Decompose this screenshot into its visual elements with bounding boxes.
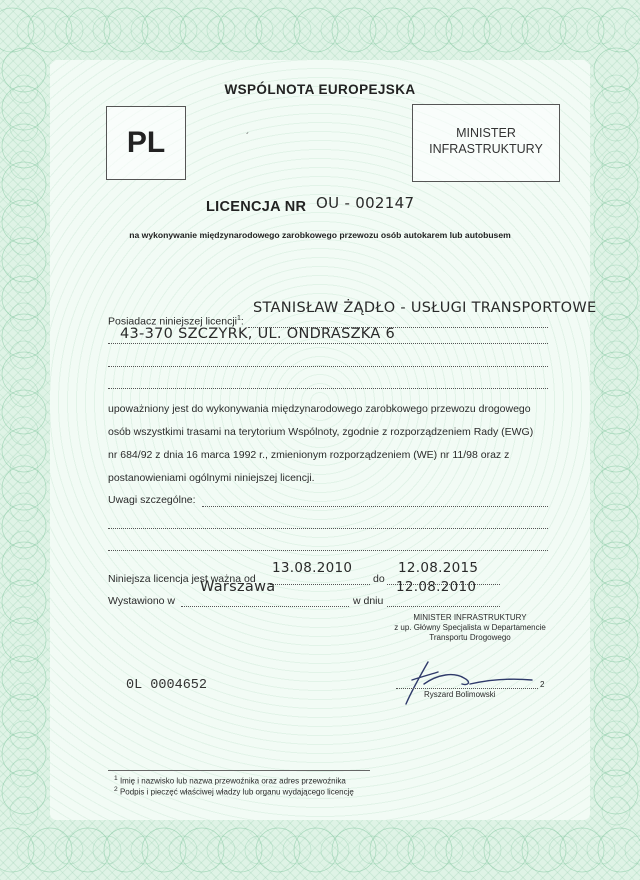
guilloche-ring [473,836,501,864]
footnote-separator [108,770,370,771]
guilloche-ring [17,16,45,44]
guilloche-ring [2,656,46,700]
guilloche-ring [2,504,46,548]
guilloche-ring [17,836,45,864]
guilloche-ring [435,836,463,864]
guilloche-ring [484,8,528,52]
guilloche-ring [180,8,224,52]
guilloche-ring [93,16,121,44]
guilloche-ring [2,732,46,776]
validity-label: Niniejsza licencja jest ważna od [108,573,256,585]
holder-dotted-line-2 [108,343,548,344]
authority-box [412,104,560,182]
guilloche-ring [104,8,148,52]
guilloche-ring [104,828,148,872]
issuer-line-3: Transportu Drogowego [429,633,511,642]
guilloche-ring [560,8,604,52]
guilloche-ring [594,314,638,358]
guilloche-ring [625,16,640,44]
guilloche-ring [256,8,300,52]
guilloche-ring [594,542,638,586]
footnote-1 [114,775,346,786]
guilloche-ring [602,721,630,749]
guilloche-ring [10,759,38,787]
guilloche-ring [10,379,38,407]
guilloche-ring [93,836,121,864]
issued-date-dots [387,606,500,607]
guilloche-ring [10,113,38,141]
signer-name: Ryszard Bolimowski [424,690,496,699]
guilloche-ring [408,828,452,872]
guilloche-ring [594,770,638,814]
serial-number: 0L 0004652 [126,678,208,693]
handwritten-signature [398,650,538,710]
guilloche-ring [511,836,539,864]
footnote-2 [114,786,354,797]
guilloche-ring [522,828,566,872]
guilloche-ring [2,428,46,472]
issued-date: 12.08.2010 [396,579,477,595]
guilloche-ring [359,836,387,864]
guilloche-ring [549,16,577,44]
guilloche-ring [370,828,414,872]
guilloche-ring [332,8,376,52]
stray-mark: ´ [246,132,250,143]
guilloche-ring [594,162,638,206]
holder-label-suffix: : [240,315,244,328]
guilloche-ring [2,162,46,206]
country-code: PL [126,126,166,159]
country-code-box [106,106,186,180]
guilloche-ring [294,8,338,52]
remarks-dotted-line-2 [108,528,548,529]
holder-address: 43-370 SZCZYRK, UL. ONDRASZKA 6 [120,326,396,342]
guilloche-ring [594,694,638,738]
guilloche-ring [321,16,349,44]
guilloche-ring [602,151,630,179]
guilloche-ring [594,276,638,320]
guilloche-ring [602,189,630,217]
guilloche-ring [2,770,46,814]
guilloche-ring [560,828,604,872]
guilloche-ring [10,569,38,597]
guilloche-ring [218,828,262,872]
guilloche-ring [625,836,640,864]
authority-line-2: INFRASTRUKTURY [429,142,543,156]
issued-date-label: w dniu [353,595,384,607]
guilloche-ring [332,828,376,872]
guilloche-ring [2,694,46,738]
guilloche-ring [549,836,577,864]
valid-to: 12.08.2015 [398,560,479,576]
authorization-line-2: osób wszystkimi trasami na terytorium Wspólnoty, zgodnie z rozporządzeniem Rady (EWG) [108,426,534,438]
license-title-label: LICENCJA NR [206,199,307,215]
guilloche-ring [594,656,638,700]
guilloche-ring [602,683,630,711]
guilloche-ring [10,151,38,179]
guilloche-ring [10,683,38,711]
issuer-line-1: MINISTER INFRASTRUKTURY [413,613,527,622]
guilloche-ring [28,8,72,52]
guilloche-ring [594,466,638,510]
guilloche-ring [473,16,501,44]
guilloche-ring [2,390,46,434]
guilloche-ring [594,732,638,776]
guilloche-ring [435,16,463,44]
guilloche-ring [245,836,273,864]
guilloche-ring [602,303,630,331]
signature-footnote-mark: 2 [540,680,545,689]
guilloche-ring [602,645,630,673]
guilloche-ring [511,16,539,44]
remarks-dotted-line-3 [108,550,548,551]
guilloche-ring [446,8,490,52]
signature-dotted-line [396,688,538,689]
guilloche-ring [2,542,46,586]
valid-from: 13.08.2010 [272,560,353,576]
guilloche-ring [10,417,38,445]
guilloche-ring [142,828,186,872]
guilloche-ring [602,531,630,559]
guilloche-ring [10,493,38,521]
guilloche-ring [142,8,186,52]
guilloche-ring [245,16,273,44]
guilloche-ring [522,8,566,52]
guilloche-ring [131,836,159,864]
validity-to-label: do [373,573,385,585]
guilloche-ring [602,341,630,369]
guilloche-ring [397,836,425,864]
guilloche-ring [484,828,528,872]
footnote-1-mark: 1 [114,775,118,782]
holder-dotted-line-4 [108,388,548,389]
guilloche-ring [55,836,83,864]
guilloche-ring [602,265,630,293]
footnote-1-text: Imię i nazwisko lub nazwa przewoźnika oraz adres przewoźnika [119,776,346,786]
guilloche-ring [169,16,197,44]
issuer-line-2: z up. Główny Specjalista w Departamencie [394,623,546,632]
guilloche-ring [66,8,110,52]
guilloche-ring [602,569,630,597]
guilloche-ring [594,428,638,472]
holder-label-text: Posiadacz niniejszej licencji [108,315,237,328]
guilloche-ring [207,836,235,864]
guilloche-ring [587,836,615,864]
guilloche-ring [594,352,638,396]
guilloche-ring [359,16,387,44]
footnote-2-text: Podpis i pieczęć właściwej władzy lub organu wydającego licencję [119,787,354,797]
community-title: WSPÓLNOTA EUROPEJSKA [224,82,416,97]
holder-footnote-mark: 1 [236,315,241,322]
issued-place-dots [181,606,349,607]
guilloche-ring [594,238,638,282]
guilloche-ring [169,836,197,864]
guilloche-ring [594,504,638,548]
guilloche-ring [131,16,159,44]
guilloche-ring [602,493,630,521]
guilloche-ring [2,124,46,168]
guilloche-ring [602,379,630,407]
guilloche-ring [10,455,38,483]
issued-label: Wystawiono w [108,595,176,607]
guilloche-ring [408,8,452,52]
guilloche-ring [10,189,38,217]
guilloche-ring [602,113,630,141]
guilloche-ring [283,16,311,44]
guilloche-ring [28,828,72,872]
holder-name: STANISŁAW ŻĄDŁO - USŁUGI TRANSPORTOWE [253,300,597,316]
remarks-dotted-line-1 [202,506,548,507]
license-number: OU - 002147 [316,194,415,212]
guilloche-ring [2,352,46,396]
guilloche-ring [2,466,46,510]
guilloche-ring [397,16,425,44]
guilloche-ring [370,8,414,52]
guilloche-ring [602,455,630,483]
remarks-label: Uwagi szczególne: [108,494,196,506]
license-subtitle: na wykonywanie międzynarodowego zarobkowego przewozu osób autokarem lub autobusem [129,230,511,240]
guilloche-ring [283,836,311,864]
guilloche-ring [10,721,38,749]
guilloche-ring [180,828,224,872]
authority-line-1: MINISTER [456,126,516,140]
authorization-line-3: nr 684/92 z dnia 16 marca 1992 r., zmienionym rozporządzeniem (WE) nr 11/98 oraz z [108,449,510,461]
guilloche-ring [602,417,630,445]
guilloche-ring [321,836,349,864]
guilloche-ring [2,238,46,282]
validity-from-dots [270,584,370,585]
issued-place: Warszawa [200,579,276,595]
guilloche-ring [10,341,38,369]
authorization-line-1: upoważniony jest do wykonywania międzynarodowego zarobkowego przewozu drogowego [108,403,531,415]
guilloche-ring [207,16,235,44]
guilloche-ring [256,828,300,872]
guilloche-ring [10,645,38,673]
guilloche-ring [594,390,638,434]
guilloche-ring [446,828,490,872]
guilloche-ring [10,531,38,559]
guilloche-ring [10,303,38,331]
guilloche-ring [602,759,630,787]
guilloche-ring [294,828,338,872]
guilloche-ring [66,828,110,872]
guilloche-ring [602,797,630,825]
guilloche-ring [587,16,615,44]
holder-dotted-line-3 [108,366,548,367]
guilloche-ring [10,265,38,293]
authorization-line-4: postanowieniami ogólnymi niniejszej licencji. [108,472,315,484]
guilloche-ring [218,8,262,52]
footnote-2-mark: 2 [114,786,118,793]
guilloche-ring [2,276,46,320]
guilloche-ring [55,16,83,44]
guilloche-ring [2,314,46,358]
guilloche-ring [594,124,638,168]
guilloche-ring [10,797,38,825]
